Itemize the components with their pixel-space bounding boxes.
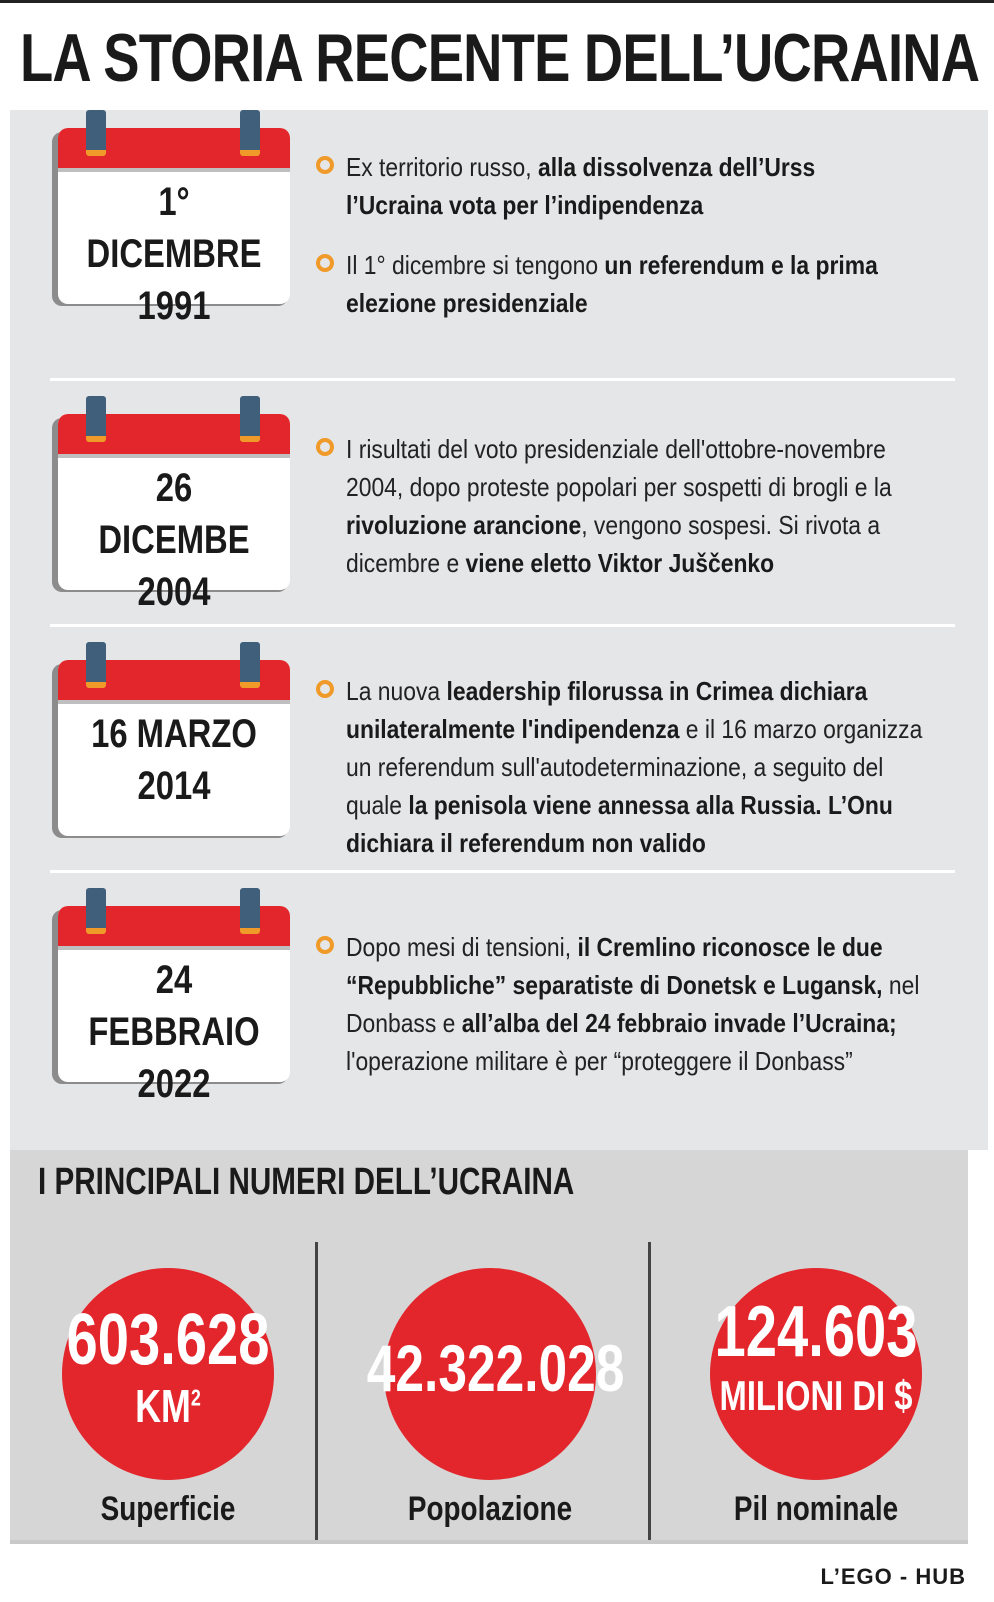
event-text: I risultati del voto presidenziale dell'ottobre-novembre 2004, dopo proteste popolari per sospetti di brogli e la rivoluzione arancione, vengono sospesi. Si rivota a dicembre e viene eletto Viktor Juščenko xyxy=(346,434,892,578)
stat-label: Popolazione xyxy=(407,1490,573,1528)
source-credit: L’EGO - HUB xyxy=(820,1564,966,1589)
event-text: Il 1° dicembre si tengono un referendum e la prima elezione presidenziale xyxy=(346,250,878,318)
bullet-icon xyxy=(316,680,334,698)
stats-title: I PRINCIPALI NUMERI DELL’UCRAINA xyxy=(38,1161,575,1203)
calendar-icon xyxy=(52,650,290,838)
stat-value: 42.322.028 xyxy=(366,1331,625,1405)
calendar-icon xyxy=(52,118,290,328)
event-text: Ex territorio russo, alla dissolvenza dell’Urss l’Ucraina vota per l’indipendenza xyxy=(346,152,816,220)
bullet-icon xyxy=(316,936,334,954)
event-date: 1° DICEMBRE 1991 xyxy=(86,180,262,328)
top-rule xyxy=(0,0,994,3)
stat-label: Pil nominale xyxy=(733,1490,899,1528)
event-date: 26 DICEMBE 2004 xyxy=(98,466,250,614)
stat-unit: MILIONI DI $ xyxy=(719,1372,913,1419)
calendar-icon xyxy=(52,896,290,1106)
stat-value: 603.628 xyxy=(66,1300,270,1380)
stat-label: Superficie xyxy=(100,1490,236,1528)
bullet-icon xyxy=(316,438,334,456)
page-title: LA STORIA RECENTE DELL’UCRAINA xyxy=(20,20,980,96)
divider xyxy=(315,1242,318,1542)
bullet-icon xyxy=(316,254,334,272)
divider xyxy=(648,1242,651,1542)
calendar-icon xyxy=(52,404,290,614)
stats-panel xyxy=(10,1150,968,1540)
event-text: La nuova leadership filorussa in Crimea dichiara unilateralmente l'indipendenza e il 16 marzo organizza un referendum sull'autodeterminazione, a seguito del quale la penisola viene annessa alla Russia. L’Onu dichiara il referendum non valido xyxy=(346,676,923,858)
timeline-panel xyxy=(10,110,988,1150)
footer-rule xyxy=(10,1540,968,1544)
stat-unit: $KM^2$ xyxy=(135,1380,201,1432)
event-date: 16 MARZO 2014 xyxy=(91,712,257,808)
stat-value: 124.603 xyxy=(714,1292,918,1372)
divider xyxy=(50,378,955,381)
event-date: 24 FEBBRAIO 2022 xyxy=(88,958,260,1106)
bullet-icon xyxy=(316,156,334,174)
divider xyxy=(50,624,955,627)
event-text: Dopo mesi di tensioni, il Cremlino riconosce le due “Repubbliche” separatiste di Donetsk e Lugansk, nel Donbass e all’alba del 24 febbraio invade l’Ucraina; l'operazione militare è per “proteggere il Donbass” xyxy=(346,932,920,1076)
divider xyxy=(50,870,955,873)
